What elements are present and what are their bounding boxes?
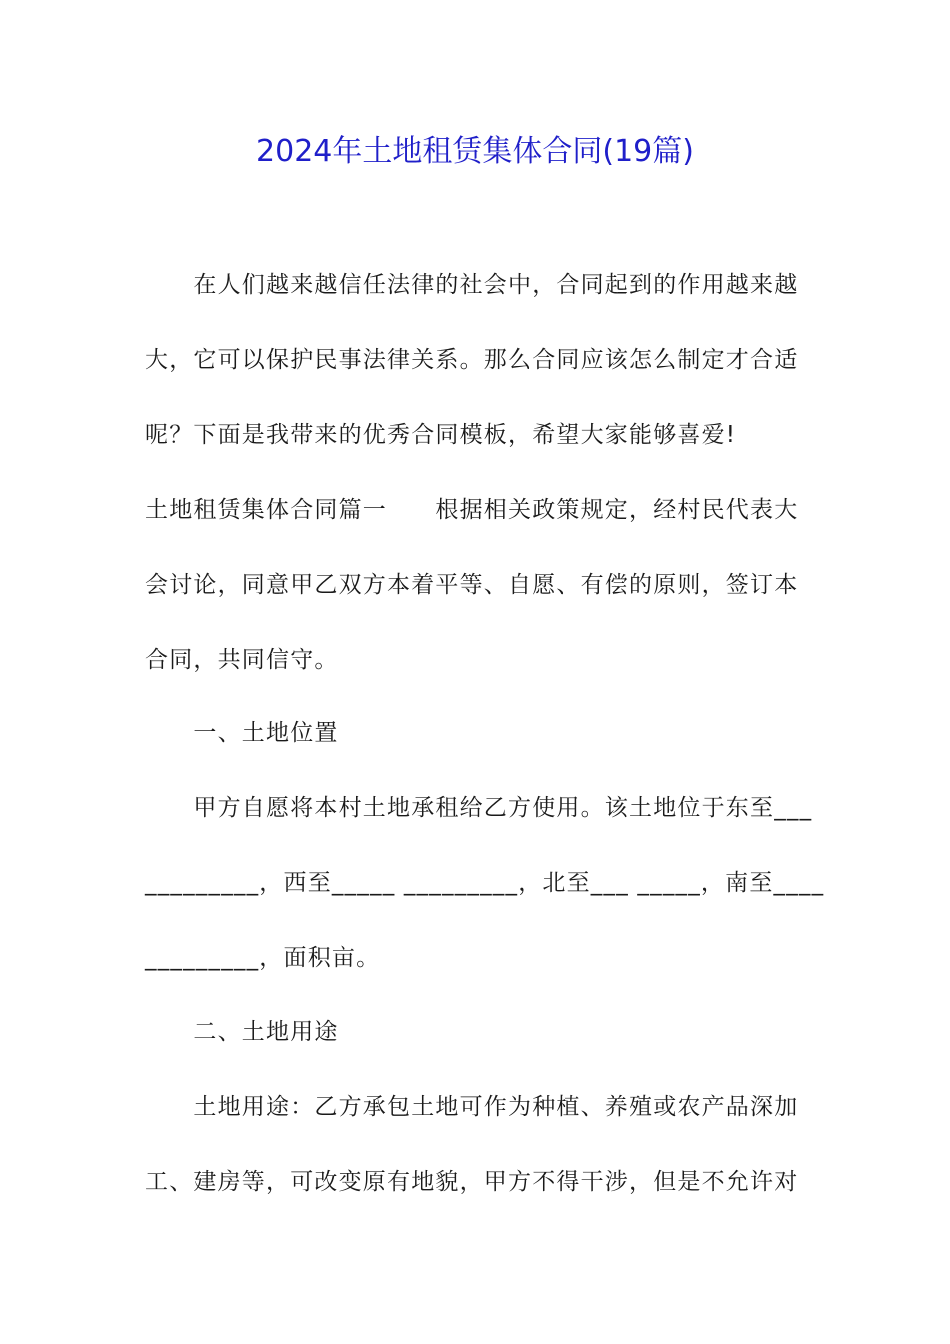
body-line-13: 工、建房等，可改变原有地貌，甲方不得干涉，但是不允许对	[145, 1169, 799, 1195]
document-title: 2024年土地租赁集体合同(19篇)	[256, 134, 694, 169]
body-line-1: 在人们越来越信任法律的社会中，合同起到的作用越来越	[145, 272, 799, 298]
body-line-9: _________，西至_____ _________，北至___ _____，南至____	[145, 870, 825, 896]
body-line-4: 土地租赁集体合同篇一 根据相关政策规定，经村民代表大	[145, 497, 799, 523]
body-line-8: 甲方自愿将本村土地承租给乙方使用。该土地位于东至___	[145, 795, 813, 821]
section-heading-land-location: 一、土地位置	[145, 720, 339, 746]
body-line-3: 呢？下面是我带来的优秀合同模板，希望大家能够喜爱!	[145, 422, 737, 448]
body-line-5: 会讨论，同意甲乙双方本着平等、自愿、有偿的原则，签订本	[145, 572, 799, 598]
body-line-2: 大，它可以保护民事法律关系。那么合同应该怎么制定才合适	[145, 347, 799, 373]
body-line-6: 合同，共同信守。	[145, 647, 339, 673]
body-line-10: _________，面积亩。	[145, 945, 381, 971]
section-heading-land-use: 二、土地用途	[145, 1019, 339, 1045]
body-line-12: 土地用途：乙方承包土地可作为种植、养殖或农产品深加	[145, 1094, 799, 1120]
